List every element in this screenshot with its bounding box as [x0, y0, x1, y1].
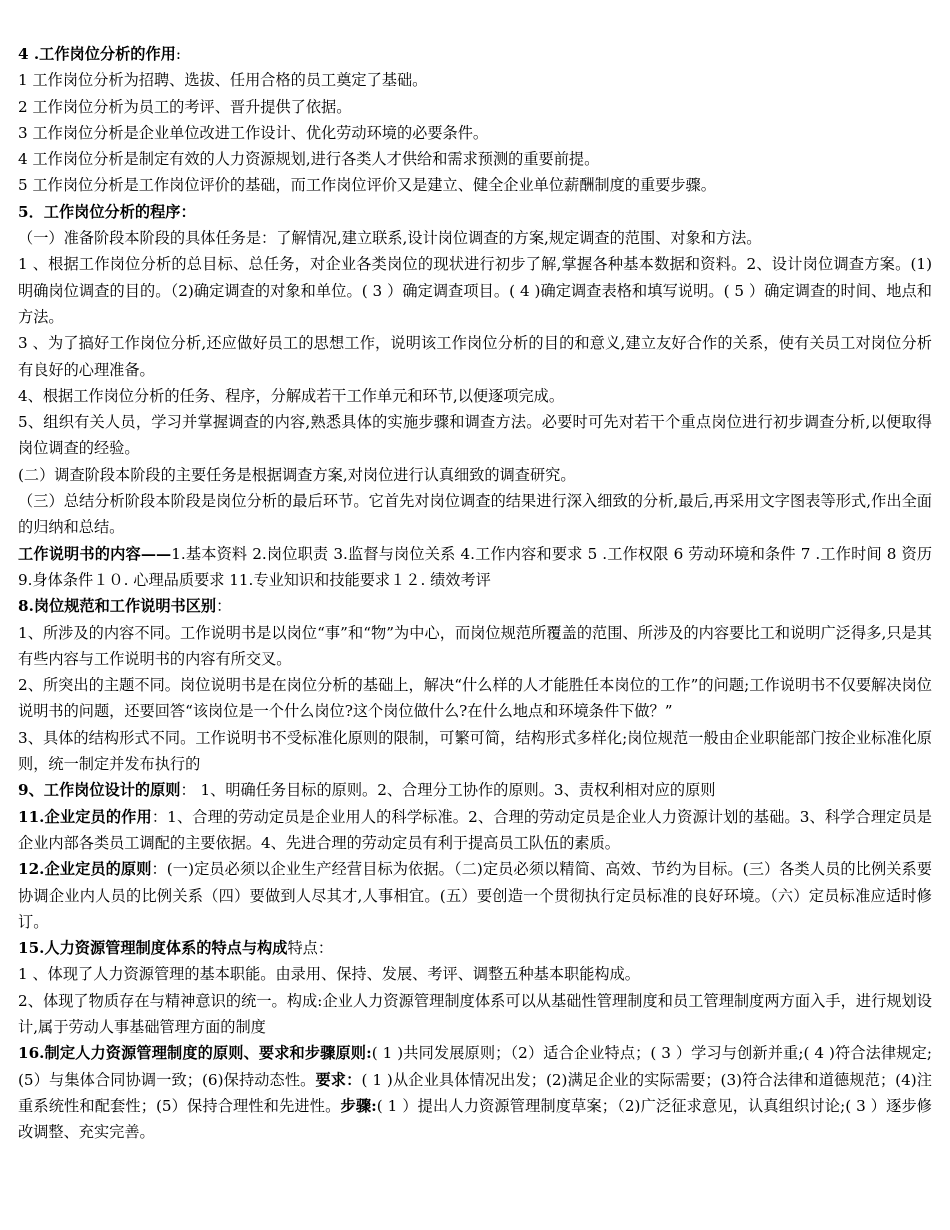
text-span: （一）准备阶段本阶段的具体任务是：了解情况,建立联系,设计岗位调查的方案,规定调查的范围、对象和方法。: [18, 229, 762, 248]
text-span: 2、所突出的主题不同。岗位说明书是在岗位分析的基础上，解决“什么样的人才能胜任本岗位的工作”的问题;工作说明书不仅要解决岗位说明书的问题，还要回答“该岗位是一个什么岗位?这个岗位做什么?在什么地点和环境条件下做？”: [18, 676, 932, 721]
text-span: 11.企业定员的作用: [18, 807, 152, 826]
para-p2: [18, 67, 932, 93]
text-span: 5 工作岗位分析是工作岗位评价的基础，而工作岗位评价又是建立、健全企业单位薪酬制度的重要步骤。: [18, 176, 716, 195]
para-p13: [18, 462, 932, 488]
text-span: 1 、根据工作岗位分析的总目标、总任务，对企业各类岗位的现状进行初步了解,掌握各种基本数据和资料。2、设计岗位调查方案。(1)明确岗位调查的目的。（2)确定调查的对象和单位。( 3 ）确定调查项目。( 4 )确定调查表格和填写说明。( 5 ）确定调查的时间、地点和方法。: [18, 255, 932, 326]
text-span: 9、工作岗位设计的原则: [18, 781, 181, 800]
para-p1: [18, 41, 932, 67]
text-span: 4、根据工作岗位分析的任务、程序，分解成若干工作单元和环节,以便逐项完成。: [18, 386, 565, 405]
para-p23: [18, 935, 932, 961]
para-p26: [18, 1040, 932, 1145]
text-span: ：(一)定员必须以企业生产经营目标为依据。（二)定员必须以精简、高效、节约为目标。(三）各类人员的比例关系要协调企业内人员的比例关系（四）要做到人尽其才,人事相宜。(五）要创造一个贯彻执行定员标准的良好环境。（六）定员标准应适时修订。: [18, 860, 932, 931]
para-p20: [18, 777, 932, 803]
text-span: (二）调查阶段本阶段的主要任务是根据调查方案,对岗位进行认真细致的调查研究。: [18, 465, 576, 484]
para-p10: [18, 330, 932, 383]
para-p18: [18, 672, 932, 725]
text-span: ( 1 ）提出人力资源管理制度草案；（2)广泛征求意见，认真组织讨论;( 3 ）逐步修改调整、充实完善。: [18, 1096, 932, 1142]
text-span: 15.人力资源管理制度体系的特点与构成: [18, 939, 288, 958]
text-span: 要求：: [315, 1070, 362, 1089]
text-span: 1 、体现了人力资源管理的基本职能。由录用、保持、发展、考评、调整五种基本职能构成。: [18, 965, 640, 984]
para-p9: [18, 251, 932, 330]
para-p4: [18, 120, 932, 146]
para-p22: [18, 856, 932, 935]
para-p16: [18, 593, 932, 619]
text-span: 工作说明书的内容——: [18, 544, 172, 563]
text-span: ：: [216, 597, 232, 616]
para-p25: [18, 988, 932, 1041]
text-span: 4 工作岗位分析是制定有效的人力资源规划,进行各类人才供给和需求预测的重要前提。: [18, 150, 600, 169]
para-p21: [18, 804, 932, 857]
text-span: 3 、为了搞好工作岗位分析,还应做好员工的思想工作，说明该工作岗位分析的目的和意义,建立友好合作的关系，使有关员工对岗位分析有良好的心理准备。: [18, 334, 932, 379]
para-p24: [18, 961, 932, 987]
text-span: 8.岗位规范和工作说明书区别: [18, 597, 217, 616]
para-p7: [18, 199, 932, 225]
para-p17: [18, 620, 932, 673]
text-span: ： 1、明确任务目标的原则。2、合理分工协作的原则。3、责权利相对应的原则: [180, 781, 716, 800]
text-span: 2、体现了物质存在与精神意识的统一。构成:企业人力资源管理制度体系可以从基础性管理制度和员工管理制度两方面入手，进行规划设计,属于劳动人事基础管理方面的制度: [18, 991, 932, 1036]
text-span: 5．工作岗位分析的程序：: [18, 202, 196, 221]
text-span: 16.制定人力资源管理制度的原则、要求和步骤原则:: [18, 1044, 372, 1063]
para-p8: [18, 225, 932, 251]
para-p3: [18, 94, 932, 120]
text-span: ( 1 )从企业具体情况出发；(2)满足企业的实际需要；(3)符合法律和道德规范；(4)注重系统性和配套性；(5）保持合理性和先进性。: [18, 1070, 932, 1115]
text-span: 步骤:: [340, 1096, 377, 1115]
para-p12: [18, 409, 932, 462]
text-span: 2 工作岗位分析为员工的考评、晋升提供了依据。: [18, 97, 352, 116]
text-span: 3、具体的结构形式不同。工作说明书不受标准化原则的限制，可繁可简，结构形式多样化;岗位规范一般由企业职能部门按企业标准化原则，统一制定并发布执行的: [18, 728, 932, 774]
document-body: [18, 41, 932, 1145]
text-span: 特点：: [287, 939, 333, 958]
text-span: :: [175, 45, 181, 63]
text-span: 12.企业定员的原则: [18, 860, 152, 879]
text-span: （三）总结分析阶段本阶段是岗位分析的最后环节。它首先对岗位调查的结果进行深入细致的分析,最后,再采用文字图表等形式,作出全面的归纳和总结。: [18, 492, 932, 537]
text-span: 5、组织有关人员，学习并掌握调查的内容,熟悉具体的实施步骤和调查方法。必要时可先对若干个重点岗位进行初步调查分析,以便取得岗位调查的经验。: [18, 413, 932, 458]
text-span: 1 工作岗位分析为招聘、选拔、任用合格的员工奠定了基础。: [18, 71, 428, 90]
text-span: 3 工作岗位分析是企业单位改进工作设计、优化劳动环境的必要条件。: [18, 123, 489, 142]
para-p5: [18, 146, 932, 172]
para-p6: [18, 172, 932, 198]
para-p15: [18, 541, 932, 594]
para-p19: [18, 725, 932, 778]
text-span: 1、所涉及的内容不同。工作说明书是以岗位“事”和“物”为中心，而岗位规范所覆盖的范围、所涉及的内容要比工和说明广泛得多,只是其有些内容与工作说明书的内容有所交叉。: [18, 623, 932, 668]
text-span: ( 1 )共同发展原则；（2）适合企业特点；( 3 ）学习与创新并重;( 4 )符合法律规定;(5）与集体合同协调一致；(6)保持动态性。: [18, 1044, 932, 1089]
text-span: 1.基本资料 2.岗位职责 3.监督与岗位关系 4.工作内容和要求 5 .工作权限 6 劳动环境和条件 7 .工作时间 8 资历 9.身体条件１０. 心理品质要求 11.专业知识和技能要求１２. 绩效考评: [18, 544, 933, 589]
text-span: 4 .工作岗位分析的作用: [18, 45, 176, 63]
para-p11: [18, 383, 932, 409]
text-span: ：1、合理的劳动定员是企业用人的科学标准。2、合理的劳动定员是企业人力资源计划的基础。3、科学合理定员是企业内部各类员工调配的主要依据。4、先进合理的劳动定员有利于提高员工队伍的素质。: [18, 807, 932, 852]
para-p14: [18, 488, 932, 541]
